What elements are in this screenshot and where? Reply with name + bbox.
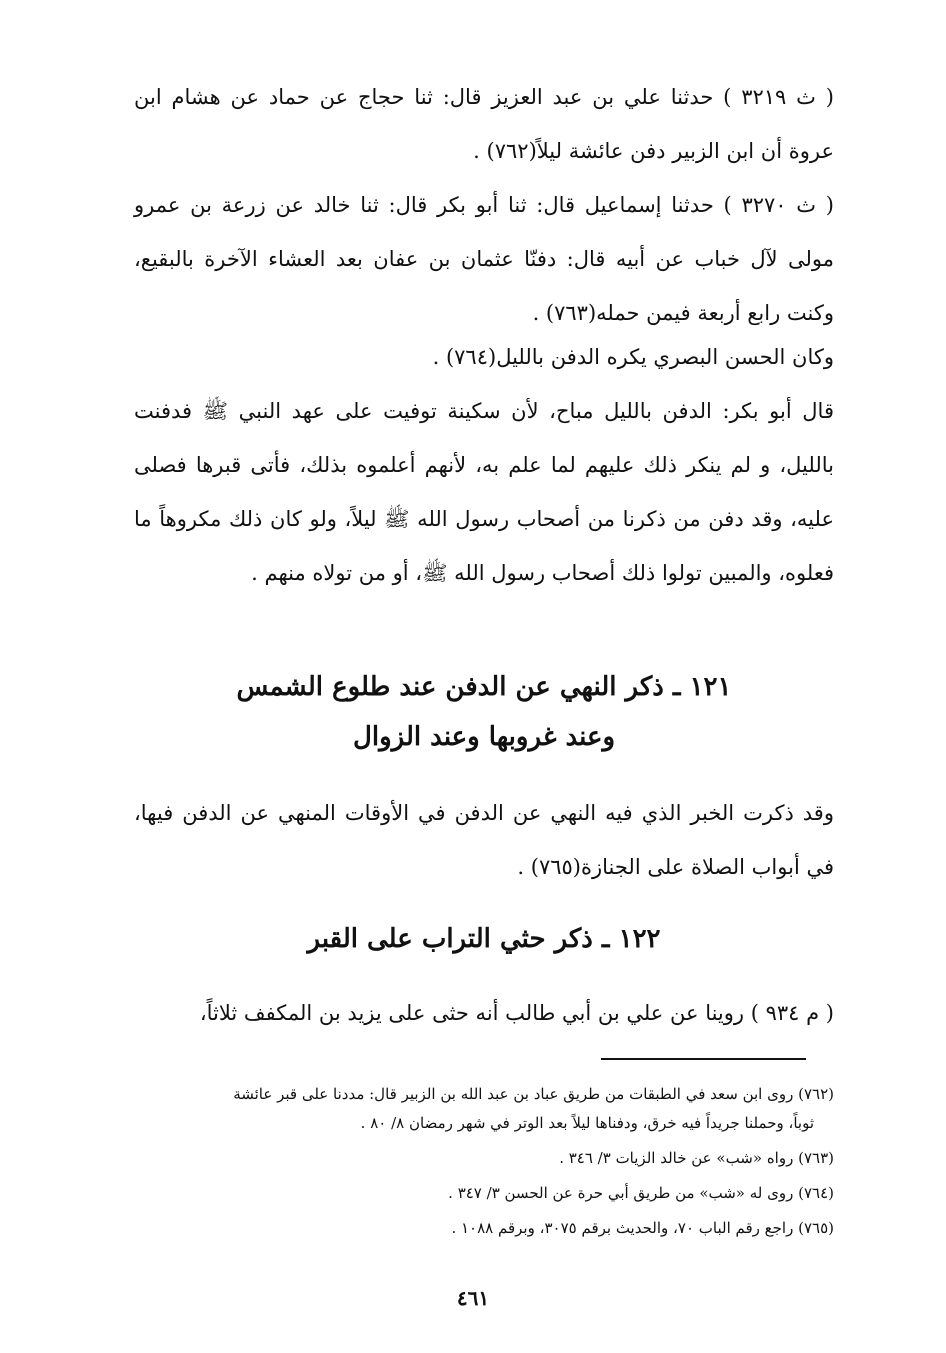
footnotes <box>134 1080 834 1249</box>
section-heading-line: وعند غروبها وعند الزوال <box>352 722 616 752</box>
paragraph-abu-bakr-commentary <box>134 384 834 600</box>
footnote-764: (٧٦٤) روى له «شب» من طريق أبي حرة عن الحسن ٣/ ٣٤٧ . <box>448 1184 834 1202</box>
paragraph-text: قال أبو بكر: الدفن بالليل مباح، لأن سكينة توفيت على عهد النبي ﷺ فدفنت بالليل، و لم ينكر ذلك عليهم لما علم به، لأنهم أعلموه بذلك، فأتى قبرها فصلى عليه، وقد دفن من ذكرنا من أصحاب رسول الله ﷺ ليلاً، ولو كان ذلك مكروهاً ما فعلوه، والمبين تولوا ذلك أصحاب رسول الله ﷺ، أو من تولاه منهم . <box>134 399 834 585</box>
paragraph-text: وقد ذكرت الخبر الذي فيه النهي عن الدفن في الأوقات المنهي عن الدفن فيها، في أبواب الصلاة على الجنازة(٧٦٥) . <box>134 801 834 879</box>
paragraph-text: ( ث ٣٢٧٠ ) حدثنا إسماعيل قال: ثنا أبو بكر قال: ثنا خالد عن زرعة بن عمرو مولى لآل خباب عن أبيه قال: دفنّا عثمان بن عفان بعد العشاء الآخرة بالبقيع، وكنت رابع أربعة فيمن حمله(٧٦٣) . <box>134 193 834 325</box>
section-heading-122 <box>134 914 834 964</box>
footnote-763: (٧٦٣) رواه «شب» عن خالد الزيات ٣/ ٣٤٦ . <box>559 1149 834 1167</box>
paragraph-hadith-m934 <box>134 986 834 1040</box>
footnote-762: (٧٦٢) روى ابن سعد في الطبقات من طريق عباد بن عبد الله بن الزبير قال: مددنا على قبر عائشة <box>233 1085 834 1103</box>
section-heading-line: ١٢١ ـ ذكر النهي عن الدفن عند طلوع الشمس <box>236 672 732 702</box>
paragraph-prohibited-times <box>134 786 834 894</box>
section-heading-121 <box>134 662 834 762</box>
section-heading-line: ١٢٢ ـ ذكر حثي التراب على القبر <box>307 924 661 954</box>
paragraph-text: ( م ٩٣٤ ) روينا عن علي بن أبي طالب أنه حثى على يزيد بن المكفف ثلاثاً، <box>199 1001 834 1025</box>
paragraph-hadith-3270 <box>134 178 834 340</box>
footnote-762-continuation: ثوباً، وحملنا جريداً فيه خرق، ودفناها ليلاً بعد الوتر في شهر رمضان ٨/ ٨٠ . <box>360 1114 814 1132</box>
paragraph-hasan-basri <box>134 330 834 384</box>
footnote-765: (٧٦٥) راجع رقم الباب ٧٠، والحديث برقم ٣٠٧٥، وبرقم ١٠٨٨ . <box>451 1219 834 1237</box>
footnote-separator <box>601 1058 806 1060</box>
paragraph-text: وكان الحسن البصري يكره الدفن بالليل(٧٦٤) . <box>432 345 834 369</box>
page-number: ٤٦١ <box>456 1286 490 1310</box>
paragraph-hadith-3219 <box>134 70 834 178</box>
paragraph-text: ( ث ٣٢١٩ ) حدثنا علي بن عبد العزيز قال: ثنا حجاج عن حماد عن هشام ابن عروة أن ابن الزبير دفن عائشة ليلاً(٧٦٢) . <box>134 85 834 163</box>
